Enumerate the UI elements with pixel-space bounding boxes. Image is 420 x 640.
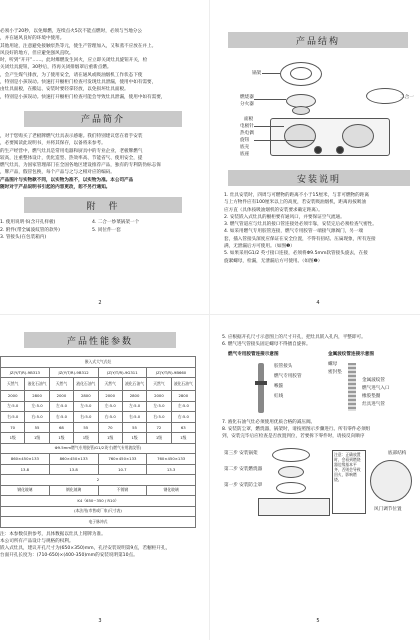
table-cell: 2800 <box>25 391 49 402</box>
accessory-item: 2. 附件(带全属波纹管的款外) <box>0 227 60 233</box>
table-cell: 1级 <box>171 433 195 444</box>
table-cell: 左:5.0 <box>98 401 122 412</box>
table-row <box>1 412 196 423</box>
table-row <box>1 506 196 517</box>
intro-text-block <box>0 133 200 191</box>
text-line: 4. 如采用燃气专用胶管连接，燃气专用胶管一端接气源阀门，另一端 <box>224 229 364 235</box>
page-number: 3 <box>98 618 102 624</box>
accessory-item: 5. 同位件一套 <box>92 227 121 233</box>
table-cell: 左:5.0 <box>25 401 49 412</box>
text-line: 旋紧螺母，检漏，无泄漏后方可使用。（如图❷） <box>224 258 323 264</box>
table-row <box>1 401 196 412</box>
text-line: 5. 应根据开孔尺寸示意图上的尺寸开孔，把灶具嵌入孔内，平整即可。 <box>222 335 366 340</box>
table-row <box>1 464 196 475</box>
table-cell: 1级 <box>98 433 122 444</box>
panel-burner-left <box>284 124 316 148</box>
table-cell: 55 <box>74 422 98 433</box>
table-cell: Φ9.5mm燃气专用胶管/G1/2英寸(燃气专用波纹管) <box>1 443 196 454</box>
table-cell: 1级 <box>1 433 25 444</box>
model-cell: JZ(Y/T/R)-9G311 <box>98 367 147 378</box>
fig2-caption: 金属波纹管连接示意图 <box>328 351 374 357</box>
pot-rack-inner <box>290 67 312 80</box>
text-line: 时，听到“开开”……。此时爆燃发生回火，应立即关闭灶具旋钮开关，检 <box>0 58 148 64</box>
fire-cover-drawing <box>292 106 310 115</box>
table-cell: 钢化玻璃 <box>49 485 98 496</box>
section-header-specs: 产品性能参数 <box>24 332 176 348</box>
leader-line <box>254 140 314 141</box>
table-cell: 电子脉冲式 <box>1 517 196 528</box>
spec-table <box>0 356 196 528</box>
table-row <box>1 454 196 465</box>
text-line: 2. 安装嵌入式灶具的橱柜要有通风口，并要保证空气流通。 <box>224 214 345 220</box>
fig2-label: 橡胶垫圈 <box>362 393 381 399</box>
gas-type-cell: 天然气 <box>1 378 25 391</box>
text-line: ，对于您购买了老板牌燃气灶具表示感谢。我们特别建议您在着手安装 <box>0 133 143 139</box>
text-line: 必须小于20秒，以免爆燃，连续点火5次不能点燃时，必须与当地分公 <box>0 29 142 34</box>
assembly-pot-rack <box>272 448 310 462</box>
table-header-cell: 嵌入式大气式灶 <box>1 357 196 368</box>
section-header-product-intro: 产品简介 <box>24 111 182 127</box>
table-cell: 55 <box>25 422 49 433</box>
table-cell: 1级 <box>74 433 98 444</box>
fig1-label: 喉箍 <box>274 383 284 389</box>
table-cell: 2800 <box>74 391 98 402</box>
label-bottom-shell: 底壳 <box>240 145 250 150</box>
text-line: 注：本参数仅供参考，具体数据以灶具上铭牌为准。 <box>0 531 106 537</box>
text-line: 满，无泄漏后方可使用。（如图❶） <box>224 244 295 250</box>
text-line: 嵌入式灶具，建议开孔尺寸为(650×350)mm，孔径安装说明第9点，若橱柜开孔， <box>0 546 171 552</box>
page-gutter-vertical <box>209 0 210 640</box>
label-knob: 旋钮 <box>240 138 250 143</box>
fig1-label: 胶管接头 <box>274 363 293 369</box>
label-fire-hole: 二合一 <box>400 95 414 100</box>
text-line: 燃气灶具，为国家管理部门在全国各地区建设推荐产品，独有的专利防伪标志保 <box>0 163 161 169</box>
corrugated-pipe-drawing <box>348 363 356 411</box>
page-gutter-horizontal <box>0 314 420 315</box>
table-row <box>1 357 196 368</box>
table-cell: 13.8 <box>49 464 98 475</box>
assembly-dust-cover <box>276 482 306 494</box>
gas-type-cell: 天然气 <box>49 378 73 391</box>
manual-page-5 <box>218 318 418 628</box>
text-line: 7. 液化石油气灶必须使用优质合格的减压阀。 <box>222 419 316 425</box>
table-cell: 2 <box>1 475 196 486</box>
table-row <box>1 496 196 507</box>
table-cell: 右:5.0 <box>98 412 122 423</box>
table-cell: 70 <box>98 422 122 433</box>
text-line: 其他用途，注意避免接触泵热等元，使生产管理加入，又和蒸不应放在并上。 <box>0 43 157 49</box>
label-fire-cover: 分火器 <box>240 102 254 107</box>
table-cell: 钢化玻璃 <box>1 485 50 496</box>
text-line: 风良好的地方，但应避免强风直吹。 <box>0 50 74 56</box>
leader-line <box>254 126 284 127</box>
page-number: 2 <box>98 300 102 306</box>
table-cell: 右:5.0 <box>171 412 195 423</box>
fig2-label: 密封垫 <box>328 369 342 375</box>
table-cell: 2800 <box>122 391 146 402</box>
accessory-item: 4. 二合一炒菜锅架一个 <box>92 220 140 226</box>
table-cell: 860×450×133 <box>1 454 50 465</box>
table-cell: 不锈钢 <box>98 485 147 496</box>
text-line: 台面开孔长度为：(710-650)×(400-350)mm的安装说明第10点。 <box>0 553 138 559</box>
hose-drawing <box>258 363 264 413</box>
gas-type-cell: 液化石油气 <box>122 378 146 391</box>
text-line: ，会产生煤气排放，为了使用安全，请在通风或吸油烟机工作状态下使 <box>0 72 143 78</box>
text-line: 套，插入管接头深度应保证在安全位置，不得有扭结、压扁现象，所有连接 <box>224 236 376 242</box>
fig2-label: 金属波纹管 <box>362 377 385 383</box>
manual-page-2 <box>0 0 200 310</box>
table-cell: 13.3 <box>147 464 196 475</box>
label-thermocouple: 热电偶 <box>240 131 254 136</box>
fig1-label: 燃气专用胶管 <box>274 373 302 379</box>
assembly-cooktop <box>258 498 330 516</box>
section-header-structure: 产品结构 <box>228 32 408 48</box>
assembly-burner <box>278 466 304 478</box>
table-cell: 760×450×133 <box>98 454 147 465</box>
table-cell: 右:5.0 <box>25 412 49 423</box>
accessories-list <box>0 219 200 241</box>
text-line: 应方直（具体按吸油烟机的安装要求确定距离）。 <box>224 207 323 213</box>
table-cell: 55 <box>122 422 146 433</box>
table-cell: 760×450×133 <box>147 454 196 465</box>
table-cell: 左:5.0 <box>49 401 73 412</box>
gas-type-cell: 液化石油气 <box>171 378 195 391</box>
table-cell: 70 <box>1 422 25 433</box>
side-burner-drawing <box>366 88 404 104</box>
gas-type-cell: 天然气 <box>147 378 171 391</box>
table-cell: 1级 <box>25 433 49 444</box>
table-row <box>1 422 196 433</box>
table-row <box>1 485 196 496</box>
text-line: 与上方物件应有100厘米以上的高度，若安装吸油烟机，距离再按吸油 <box>224 200 366 206</box>
accessory-item: 1. 使用说明书(含开孔样板) <box>0 220 56 226</box>
table-cell: 68 <box>49 422 73 433</box>
text-line: ，特别是小孩误动。快速打开橱柜门检查可发现灶具泄漏，使用中如有需要， <box>0 80 157 86</box>
table-cell: 2000 <box>98 391 122 402</box>
table-row <box>1 378 196 391</box>
table-cell: 1级 <box>147 433 171 444</box>
text-line: 5. 如果采用G1/2 英寸接口连接，必须将Φ9.5mm软管接头旋去，在接 <box>224 251 368 257</box>
fig1-label: 紅线 <box>274 393 284 399</box>
label-base: 底座 <box>240 152 250 157</box>
gas-type-cell: 液化石油气 <box>25 378 49 391</box>
bottom-structure-drawing <box>370 460 412 502</box>
table-cell: 2000 <box>1 391 25 402</box>
table-cell: 左:5.0 <box>122 401 146 412</box>
table-cell: 左:5.0 <box>171 401 195 412</box>
table-row <box>1 367 196 378</box>
text-line: 1. 灶具安装时，四周与可燃物的距离不小于15厘米，与非可燃物的距离 <box>224 193 369 198</box>
table-cell: 左:5.0 <box>74 401 98 412</box>
page-number: 4 <box>316 300 320 306</box>
section-header-accessories: 附 件 <box>24 197 182 213</box>
side-label-bottom: 底部结构 <box>388 451 407 457</box>
label-electrode: 电极针 <box>240 124 254 129</box>
table-cell: 2000 <box>49 391 73 402</box>
step-label: 第三步 安装锅架 <box>224 451 258 457</box>
label-panel: 面板 <box>244 117 254 122</box>
table-cell: (本法用(市售或厂家)尺寸表) <box>1 506 196 517</box>
table-row <box>1 443 196 454</box>
panel-burner-right <box>342 124 374 148</box>
table-cell: 右:5.0 <box>147 412 171 423</box>
step-label: 第二步 安装燃烧器 <box>224 467 263 473</box>
table-cell: 左:5.0 <box>147 401 171 412</box>
accessory-item: 3. 管接头(在包装箱内) <box>0 234 47 240</box>
text-line: 8. 安装防尘罩，燃烧器，锅架时，请按照图示步骤进行。所有零件必须组 <box>222 426 371 432</box>
model-cell: JZ(Y/T/R)-9B660 <box>147 367 196 378</box>
table-cell: 860×450×133 <box>49 454 98 465</box>
table-cell: 2800 <box>171 391 195 402</box>
rules-text <box>222 419 418 441</box>
hose-diagrams <box>218 351 418 419</box>
text-line: ，特别是小孩误动。快速打开橱柜门检查可能会导致灶具泄漏，使用中如有需要， <box>0 94 166 100</box>
text-line-bold: 随时对于产品说明书引起的内容更改，恕不另行通知。 <box>0 185 111 191</box>
model-cell: JZ(Y/T/R)-9B312 <box>49 367 98 378</box>
fig2-label: 螺母 <box>328 361 338 367</box>
install-continued-text <box>222 334 418 349</box>
table-cell: 右:5.0 <box>1 412 25 423</box>
fig1-caption: 燃气专用胶管连接示意图 <box>228 351 279 357</box>
fig2-label: 灶具进气管 <box>362 401 385 407</box>
leader-line <box>262 73 280 74</box>
table-row <box>1 433 196 444</box>
table-cell: 右:5.0 <box>49 412 73 423</box>
assembly-diagram <box>218 444 418 524</box>
table-row <box>1 391 196 402</box>
precaution-text-block <box>0 28 200 101</box>
table-cell: 钢化玻璃 <box>147 485 196 496</box>
text-line: 到，安装完毕后应检查是否放置到位，若要拆下零件时，请按反向顺序 <box>222 434 365 440</box>
table-cell: K4（650~350 / R10） <box>1 496 196 507</box>
table-cell: 右:5.0 <box>74 412 98 423</box>
table-cell: 63 <box>171 422 195 433</box>
installation-text-block <box>224 192 418 265</box>
text-line: 6. 燃气进气管接头固定螺母不得擅自旋拆。 <box>222 342 311 348</box>
table-cell: 1级 <box>49 433 73 444</box>
table-cell: 10.7 <box>98 464 147 475</box>
knob-right <box>336 146 344 154</box>
knob-left <box>314 146 322 154</box>
text-line: 的生产经营中，燃气灶具是常用电器和厨具中的专业企业，老板牌燃气 <box>0 148 143 154</box>
table-cell: 1级 <box>122 433 146 444</box>
text-line: 3. 燃气管道应与灶具的接口管连接处必须牢靠，安装完后必须检查气密性。 <box>224 222 377 228</box>
model-cell: JZ(Y/T/R)-9B313 <box>1 367 50 378</box>
table-cell: 13.8 <box>1 464 50 475</box>
text-line: ，必要阅读此说明书，并将其保存，以备将来参考。 <box>0 141 106 147</box>
manual-page-3 <box>0 318 200 628</box>
clamp-drawing <box>255 381 267 385</box>
text-line: 本公司所有产品设计与规格的权利。 <box>0 538 74 544</box>
table-cell: 2000 <box>147 391 171 402</box>
table-cell: 72 <box>147 422 171 433</box>
warning-box: 注意：正确放置时，会看到燃烧器边缘基本平齐，否则会导致回火，影响燃烧。 <box>332 450 366 514</box>
gas-type-cell: 天然气 <box>98 378 122 391</box>
text-line-bold: 产品图片与实物款不同，以实物为准不，以实物为准。本公司产品 <box>0 177 134 183</box>
label-burner: 燃烧器 <box>240 95 254 100</box>
table-row <box>1 517 196 528</box>
manual-page-4 <box>218 0 418 310</box>
table-cell: 左:5.0 <box>1 401 25 412</box>
section-header-installation: 安装说明 <box>228 170 410 186</box>
step-label: 第一步 安装防尘罩 <box>224 483 263 489</box>
page-number: 5 <box>316 618 320 624</box>
side-label-damper: 风门调节位置 <box>374 507 402 513</box>
spec-notes <box>0 531 200 560</box>
table-row <box>1 475 196 486</box>
label-pot-rack: 锅架 <box>252 71 262 76</box>
text-line: 较高，注重整体设计，优化造型、热效率高、节能省气、使用安全，提 <box>0 155 143 161</box>
structure-diagram <box>218 58 418 168</box>
text-line: 关闭灶具旋钮，30秒后，待再关闭排烟罩后重新点燃。 <box>0 65 112 71</box>
text-line: ，牌产品，假冒包换，每个产品与之与之相对应的编码。 <box>0 170 115 176</box>
gas-type-cell: 液化石油气 <box>74 378 98 391</box>
table-cell: 右:5.0 <box>122 412 146 423</box>
text-line: 由灶具面板，在搬运、安装时要轻拿轻放，以免损坏灶具面板。 <box>0 87 129 93</box>
text-line: ，并在通风良好的环境中使用。 <box>0 36 65 42</box>
leader-line <box>254 99 286 100</box>
fig2-label: 燃气进气入口 <box>362 385 390 391</box>
